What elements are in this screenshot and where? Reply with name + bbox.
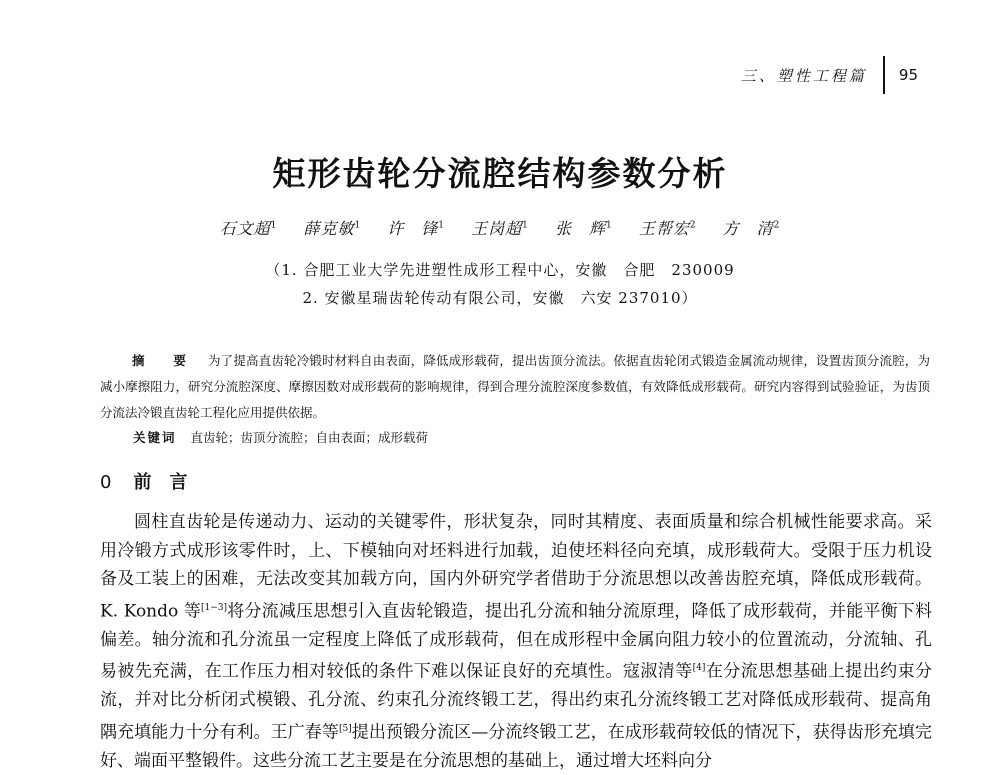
body-segment: 圆柱直齿轮是传递动力、运动的关键零件，形状复杂，同时其精度、表面质量和综合机械性能要求高。采用冷锻方式成形该零件时，上、下模轴向对坯料进行加载，迫使坯料径向充填，成形载荷大。受限于压力机设备及工装上的困难，无法改变其加载方向，国内外研究学者借助于分流思想以改善齿腔充填，降低成形载荷。K. Kondo 等 <box>100 512 932 622</box>
section-number: 0 <box>100 472 112 493</box>
author-name: 张 辉 <box>554 219 606 238</box>
section-title: 前言 <box>133 472 206 493</box>
author-list <box>0 216 1000 239</box>
body-text <box>100 508 932 775</box>
author <box>639 216 697 239</box>
author-affiliation-mark: 1 <box>438 220 446 231</box>
citation-ref: [4] <box>692 663 706 674</box>
author-affiliation-mark: 1 <box>270 220 278 231</box>
author <box>555 216 613 239</box>
author-affiliation-mark: 1 <box>354 220 362 231</box>
header-divider <box>883 56 885 94</box>
citation-ref: [1−3] <box>201 602 228 613</box>
author-name: 方 清 <box>722 219 774 238</box>
abstract-text: 为了提高直齿轮冷锻时材料自由表面，降低成形载荷，提出齿顶分流法。依据直齿轮闭式锻造金属流动规律，设置齿顶分流腔，为减小摩擦阻力，研究分流腔深度、摩擦因数对成形载荷的影响规律，得到合理分流腔深度参数值，有效降低成形载荷。研究内容得到试验验证，为齿顶分流法冷锻直齿轮工程化应用提供依据。 <box>100 353 930 420</box>
author-name: 薛克敏 <box>303 219 355 238</box>
author <box>723 216 781 239</box>
author-affiliation-mark: 2 <box>773 220 781 231</box>
page-number: 95 <box>898 66 918 84</box>
abstract-label: 摘 要 <box>132 353 195 368</box>
body-segment: 提出预锻分流区—分流终锻工艺，在成形载荷较低的情况下，获得齿形充填完好、端面平整锻件。这些分流工艺主要是在分流思想的基础上，通过增大坯料向分 <box>100 722 933 771</box>
author <box>387 216 445 239</box>
author-affiliation-mark: 2 <box>689 220 697 231</box>
keywords-label: 关键词 <box>133 430 177 445</box>
paragraph <box>100 508 932 775</box>
keywords <box>133 428 428 446</box>
keywords-text: 直齿轮；齿顶分流腔；自由表面；成形载荷 <box>190 430 429 445</box>
author-name: 王帮宏 <box>638 219 690 238</box>
citation-ref: [5] <box>338 723 352 734</box>
section-heading <box>100 468 205 494</box>
author-name: 王岗超 <box>471 219 523 238</box>
author <box>471 216 529 239</box>
body-segment: 在分流思想基础上提出约束分流，并对比分析闭式模锻、孔分流、约束孔分流终锻工艺，得出约束孔分流终锻工艺对降低成形载荷、提高角隅充填能力十分有利。王广春等 <box>100 661 933 743</box>
paper-title: 矩形齿轮分流腔结构参数分析 <box>272 154 728 193</box>
author-name: 许 锋 <box>387 219 439 238</box>
running-header-section: 三、塑性工程篇 <box>740 66 867 85</box>
author-name: 石文超 <box>219 219 271 238</box>
author-affiliation-mark: 1 <box>522 220 529 231</box>
abstract <box>100 348 930 426</box>
affiliation-1: （1. 合肥工业大学先进塑性成形工程中心，安徽 合肥 230009 <box>265 261 735 279</box>
body-segment: 将分流减压思想引入直齿轮锻造，提出孔分流和轴分流原理，降低了成形载荷，并能平衡下料偏差。轴分流和孔分流虽一定程度上降低了成形载荷，但在成形程中金属向阻力较小的位置流动，分流轴、孔易被先充满，在工作压力相对较低的条件下难以保证良好的充填性。寇淑清等 <box>100 601 932 682</box>
running-header <box>741 58 918 92</box>
affiliation-2: 2. 安徽星瑞齿轮传动有限公司，安徽 六安 237010） <box>302 289 698 307</box>
author <box>303 216 361 239</box>
author <box>220 216 278 239</box>
author-affiliation-mark: 1 <box>605 220 613 231</box>
